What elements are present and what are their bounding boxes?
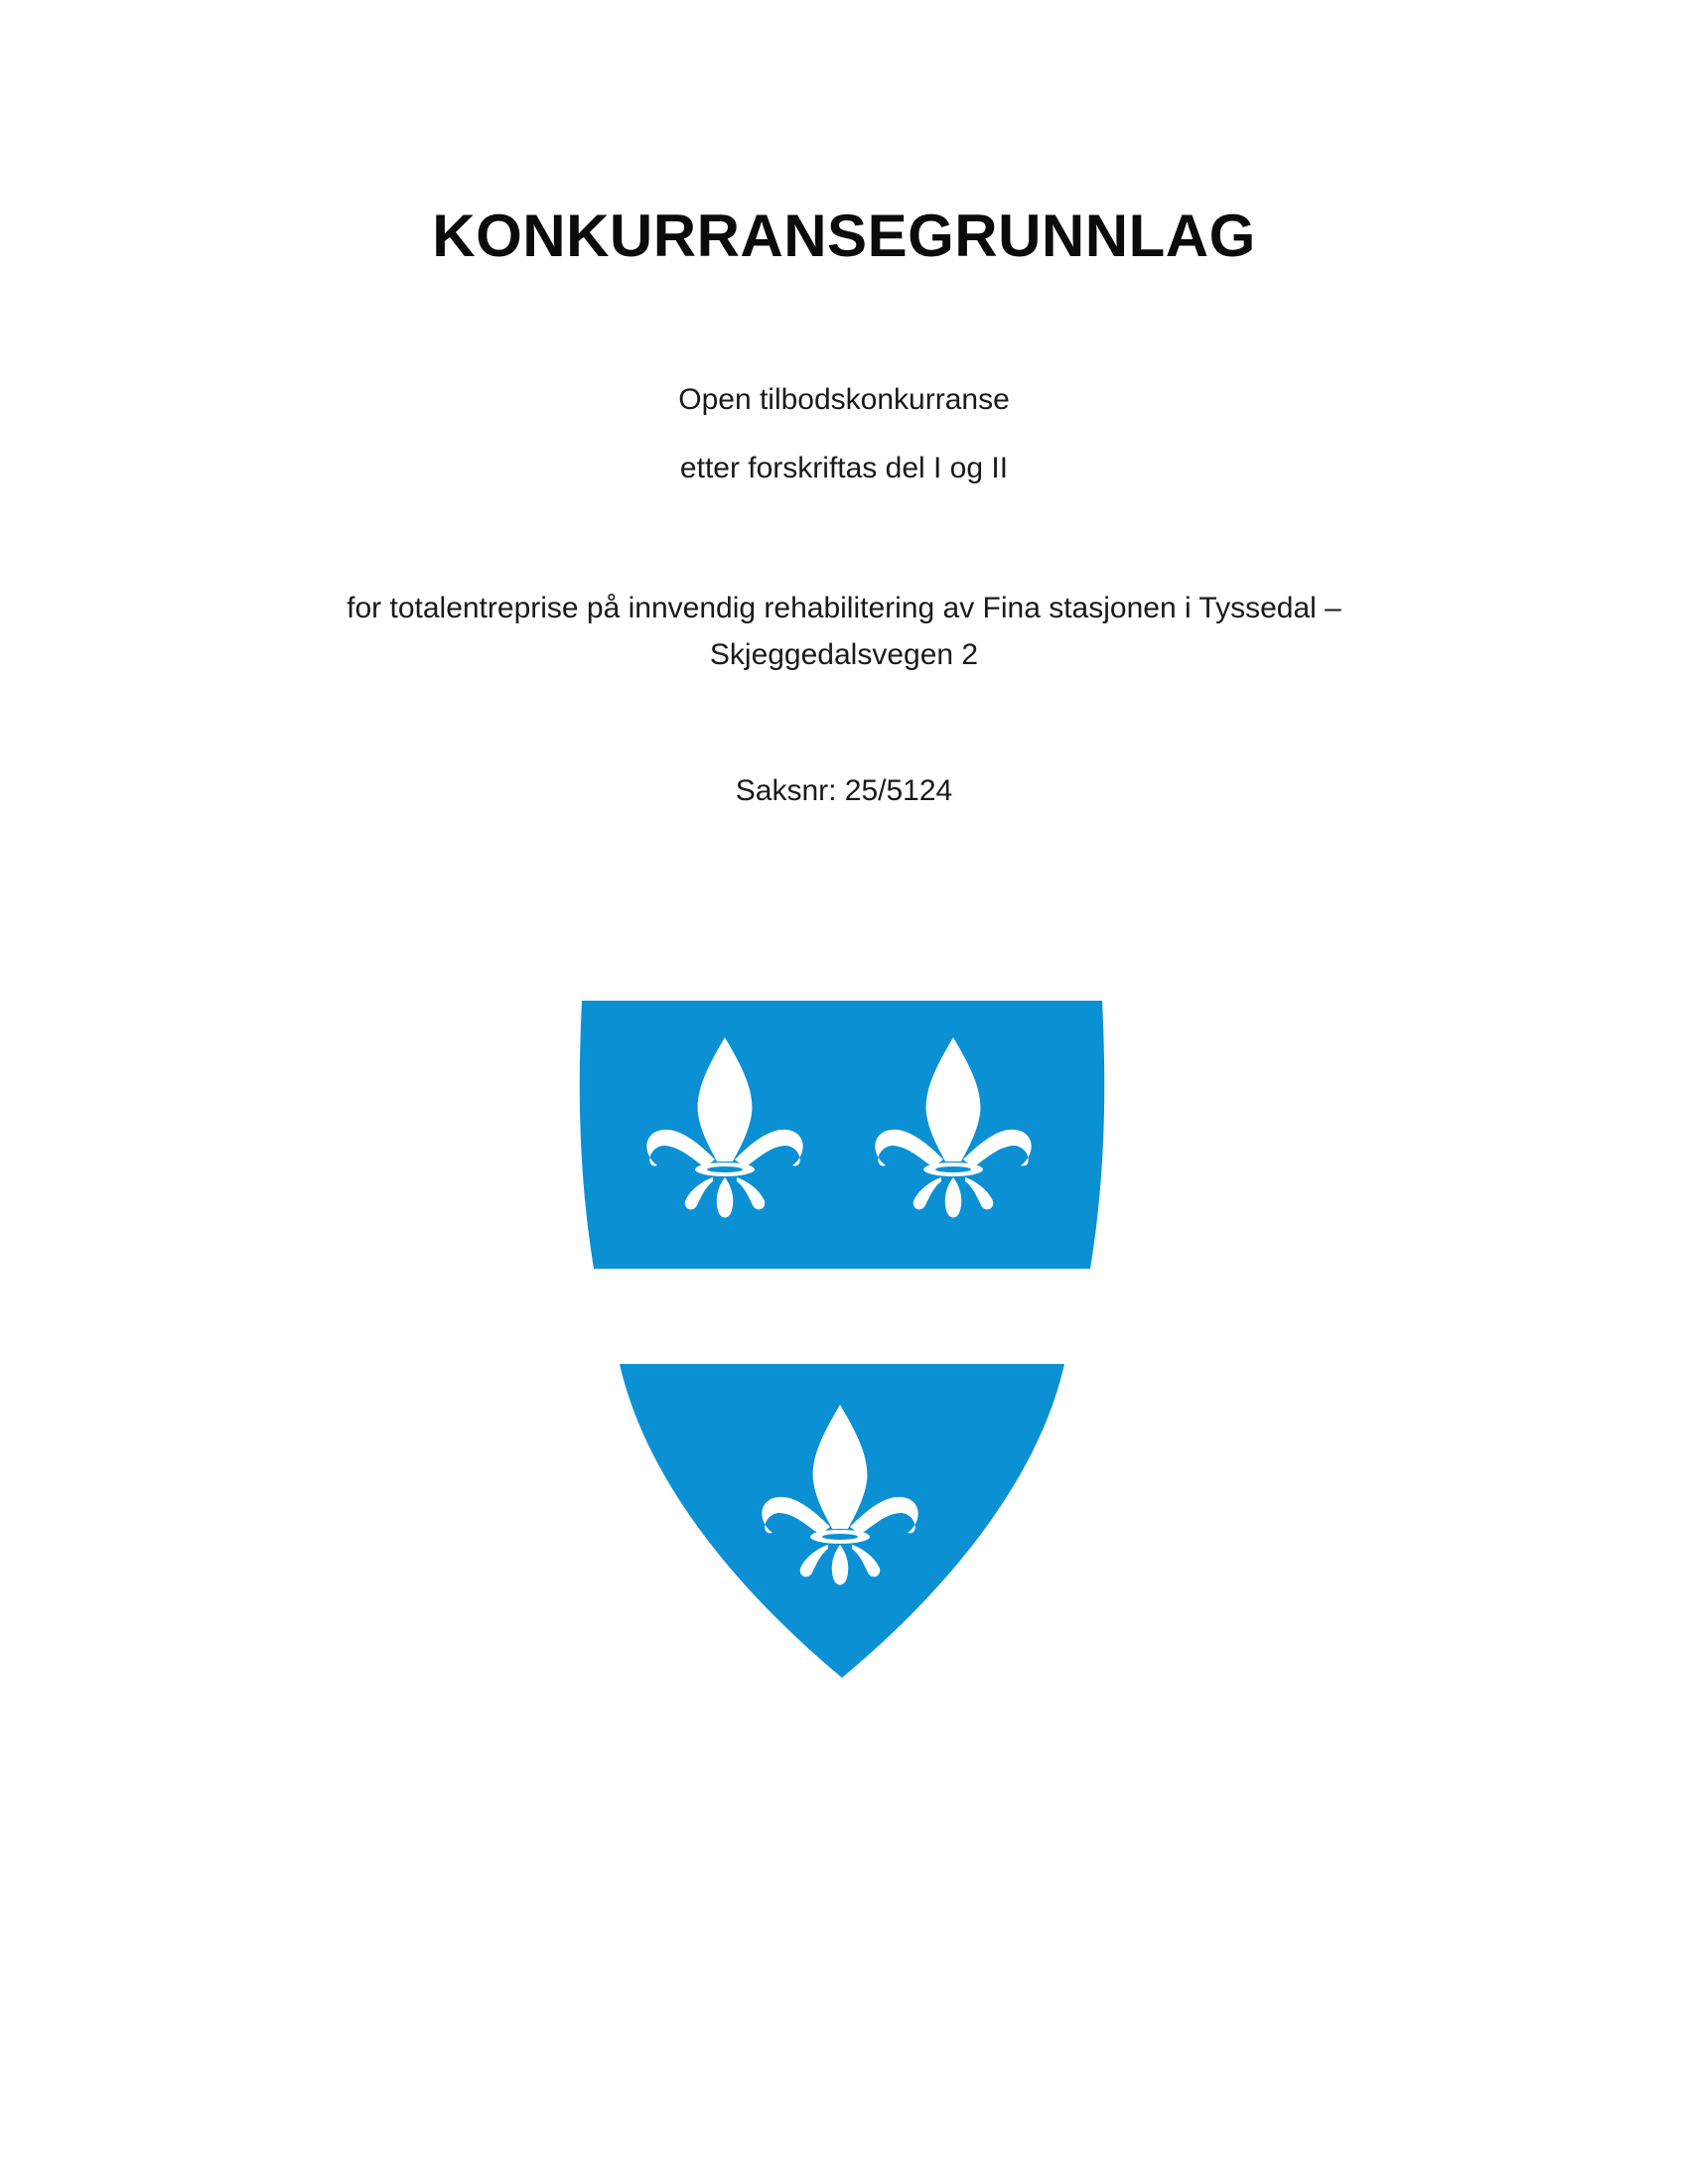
coat-of-arms-icon [574,993,1130,1688]
procedure-text: Open tilbodskonkurranse [678,383,1010,416]
regulation-text: etter forskriftas del I og II [679,452,1009,484]
subject-text-line-1: for totalentreprise på innvendig rehabilitering av Fina stasjonen i Tyssedal – [347,592,1341,624]
subject-text-line-2: Skjeggedalsvegen 2 [709,638,979,671]
case-number: Saksnr: 25/5124 [735,774,953,807]
document-title: KONKURRANSEGRUNNLAG [432,203,1256,269]
